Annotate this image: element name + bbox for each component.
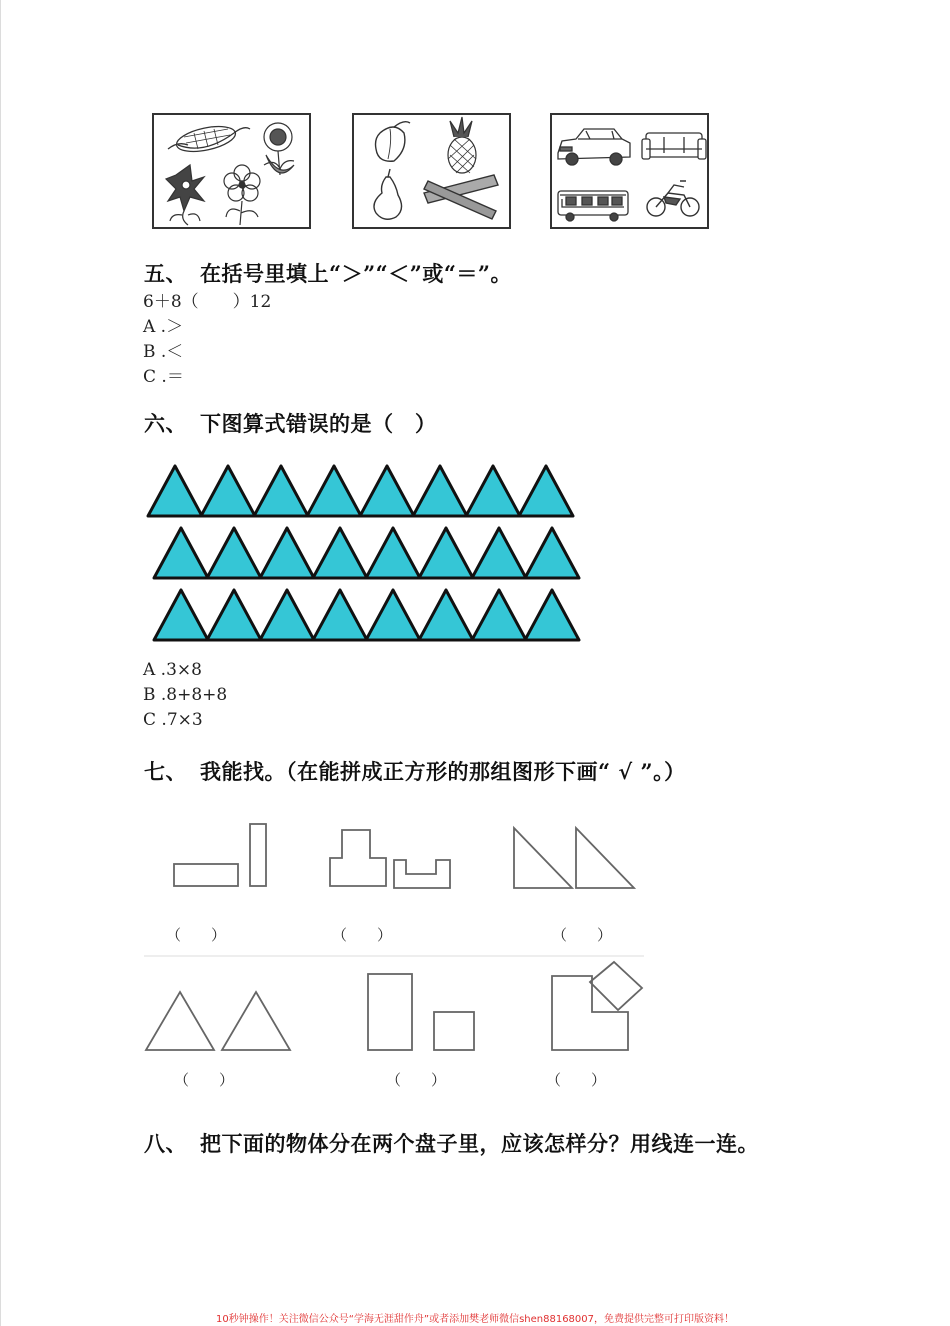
triangle [201,466,255,516]
picture-box-plants [152,113,311,229]
flower-icon [166,165,204,225]
car-icon [558,129,630,165]
q5-number: 五、 [144,261,187,286]
triangle [366,590,420,640]
shape-group-l-diamond [552,962,642,1050]
sofa-icon [642,133,706,159]
flower-icon [224,165,260,225]
pineapple-icon [448,117,476,173]
triangle [207,528,261,578]
triangle [419,528,473,578]
triangle [413,466,467,516]
shape-group-blocks [330,830,450,888]
triangle [360,466,414,516]
answer-paren-3[interactable]: （ ） [552,926,613,944]
triangle [254,466,308,516]
triangle [519,466,573,516]
footer-note: 10秒钟操作！关注微信公众号“学海无涯甜作舟”或者添加樊老师微信shen88168007，免费提供完整可打印版资料！ [215,1314,735,1325]
peach-icon [376,122,411,162]
shape-group-rectangles [174,824,266,886]
q8-number: 八、 [144,1131,187,1156]
triangle [207,590,261,640]
plants-illustration [154,115,313,231]
q5-option-b[interactable]: B .＜ [143,342,184,362]
triangle [154,590,208,640]
triangle [260,528,314,578]
shape-group-rect-square [368,974,474,1050]
triangle [154,528,208,578]
triangle [472,528,526,578]
q5-expression: 6＋8（ ）12 [143,292,272,312]
q6-title [144,408,437,438]
answer-paren-4[interactable]: （ ） [174,1071,235,1089]
corn-icon [168,122,250,156]
q8-title [144,1128,759,1158]
triangle [260,590,314,640]
triangle [148,466,202,516]
q6-number: 六、 [144,411,187,436]
triangle [525,528,579,578]
q5-title [144,258,512,288]
triangle [307,466,361,516]
picture-box-fruits [352,113,511,229]
answer-paren-5[interactable]: （ ） [386,1071,447,1089]
ruler-icon [424,175,498,219]
triangle-grid [144,458,584,642]
q7-number: 七、 [144,759,187,784]
triangle [525,590,579,640]
triangle [313,590,367,640]
answer-paren-2[interactable]: （ ） [332,926,393,944]
triangle [472,590,526,640]
vehicles-illustration [552,115,711,231]
q6-option-c[interactable]: C .7×3 [143,710,203,730]
sunflower-icon [264,123,294,175]
shape-group-right-triangles [514,828,634,888]
fruits-illustration [354,115,513,231]
shape-group-triangles [146,992,290,1050]
bus-icon [558,191,628,221]
answer-paren-1[interactable]: （ ） [166,926,227,944]
q6-option-b[interactable]: B .8+8+8 [143,685,228,705]
q5-option-c[interactable]: C .＝ [143,367,184,387]
q5-option-a[interactable]: A .＞ [143,317,184,337]
pear-icon [374,169,402,219]
q8-title-text: 把下面的物体分在两个盘子里，应该怎样分？用线连一连。 [200,1131,759,1156]
picture-box-vehicles [550,113,709,229]
triangle [419,590,473,640]
q6-option-a[interactable]: A .3×8 [143,660,202,680]
triangle [366,528,420,578]
motorcycle-icon [647,181,699,216]
answer-paren-6[interactable]: （ ） [546,1071,607,1089]
triangle [313,528,367,578]
triangle [466,466,520,516]
q7-title [144,756,686,786]
shape-groups [140,810,650,1100]
q7-title-text: 我能找。（在能拼成正方形的那组图形下画“ √ ”。） [200,759,686,784]
q5-title-text: 在括号里填上“＞”“＜”或“＝”。 [200,261,512,286]
q6-title-text: 下图算式错误的是（ ） [200,411,437,436]
